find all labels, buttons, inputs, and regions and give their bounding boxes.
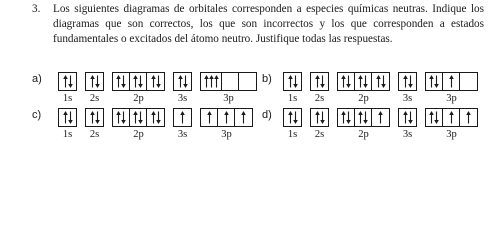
- orbital-box-group: [310, 72, 329, 91]
- orbital-box-group: [112, 108, 165, 127]
- arrow-down-icon: [121, 111, 126, 124]
- orbital-box: [372, 109, 389, 126]
- orbital-box: [426, 73, 443, 90]
- subshell-label: 2s: [314, 129, 325, 140]
- subshell-label: 2s: [89, 93, 100, 104]
- subshell-2s: [85, 72, 104, 105]
- orbital-row: [58, 108, 253, 141]
- subshell-2p: [112, 72, 165, 105]
- arrow-down-icon: [68, 111, 73, 124]
- orbital-box: [239, 73, 256, 90]
- orbital-box: [235, 109, 252, 126]
- arrow-up-icon: [449, 75, 454, 88]
- arrow-up-icon: [180, 111, 185, 124]
- arrow-up-icon: [224, 111, 229, 124]
- arrow-up-icon: [378, 111, 383, 124]
- arrow-down-icon: [138, 111, 143, 124]
- arrow-down-icon: [95, 75, 100, 88]
- orbital-box: [201, 73, 222, 90]
- subshell-1s: [283, 72, 302, 105]
- arrow-down-icon: [408, 111, 413, 124]
- orbital-box: [284, 73, 301, 90]
- orbital-box-group: [398, 108, 417, 127]
- orbital-box: [399, 73, 416, 90]
- arrow-down-icon: [293, 75, 298, 88]
- arrow-down-icon: [293, 111, 298, 124]
- orbital-box: [338, 73, 355, 90]
- arrow-up-icon: [466, 111, 471, 124]
- subshell-label: 2p: [358, 93, 369, 104]
- subshell-1s: [283, 108, 302, 141]
- orbital-box: [311, 109, 328, 126]
- orbital-box: [86, 109, 103, 126]
- subshell-1s: [58, 72, 77, 105]
- arrow-down-icon: [363, 75, 368, 88]
- subshell-label: 3p: [221, 129, 232, 140]
- orbital-box: [86, 73, 103, 90]
- orbital-box-group: [398, 72, 417, 91]
- subshell-label: 2s: [89, 129, 100, 140]
- arrow-down-icon: [408, 75, 413, 88]
- diagram-label: d): [262, 109, 272, 121]
- subshell-label: 2s: [314, 93, 325, 104]
- arrow-down-icon: [156, 75, 161, 88]
- diagram-label: c): [32, 109, 42, 121]
- orbital-box-group: [200, 72, 257, 91]
- orbital-box: [443, 73, 460, 90]
- orbital-box: [130, 73, 147, 90]
- orbital-box: [460, 109, 477, 126]
- subshell-1s: [58, 108, 77, 141]
- arrow-down-icon: [434, 111, 439, 124]
- subshell-label: 3s: [402, 93, 413, 104]
- orbital-box-group: [425, 108, 478, 127]
- subshell-2s: [310, 108, 329, 141]
- orbital-box-group: [173, 72, 192, 91]
- orbital-row: [58, 72, 257, 105]
- arrow-down-icon: [434, 75, 439, 88]
- question-number: 3.: [32, 3, 41, 15]
- subshell-3p: [425, 108, 478, 141]
- orbital-box-group: [283, 108, 302, 127]
- subshell-label: 1s: [287, 93, 298, 104]
- orbital-box-group: [85, 72, 104, 91]
- orbital-box-group: [85, 108, 104, 127]
- subshell-label: 2p: [133, 93, 144, 104]
- arrow-down-icon: [320, 111, 325, 124]
- orbital-box: [59, 73, 76, 90]
- orbital-box: [426, 109, 443, 126]
- subshell-label: 3p: [446, 129, 457, 140]
- orbital-box: [147, 73, 164, 90]
- orbital-box-group: [337, 108, 390, 127]
- orbital-box: [355, 73, 372, 90]
- subshell-3s: [398, 72, 417, 105]
- subshell-label: 2p: [358, 129, 369, 140]
- orbital-box-group: [112, 72, 165, 91]
- arrow-up-icon: [214, 75, 219, 88]
- orbital-box-group: [173, 108, 192, 127]
- arrow-down-icon: [95, 111, 100, 124]
- subshell-3p: [200, 72, 257, 105]
- diagram-label: a): [32, 73, 42, 85]
- orbital-box: [201, 109, 218, 126]
- orbital-box-group: [337, 72, 390, 91]
- subshell-3s: [173, 108, 192, 141]
- question-text: Los siguientes diagramas de orbitales corresponden a especies químicas neutras. Indique los diagramas que son correctos, los que son incorrectos y los que corresponden a estados fundamentales o excitados del átomo neutro. Justifique todas las respuestas.: [53, 3, 484, 45]
- arrow-down-icon: [68, 75, 73, 88]
- subshell-label: 1s: [62, 129, 73, 140]
- orbital-box: [443, 109, 460, 126]
- orbital-box: [399, 109, 416, 126]
- subshell-2p: [337, 108, 390, 141]
- subshell-2p: [337, 72, 390, 105]
- orbital-box: [222, 73, 239, 90]
- diagram-label: b): [262, 73, 272, 85]
- orbital-box: [338, 109, 355, 126]
- subshell-2s: [310, 72, 329, 105]
- subshell-3s: [398, 108, 417, 141]
- orbital-box-group: [283, 72, 302, 91]
- arrow-down-icon: [320, 75, 325, 88]
- arrow-down-icon: [121, 75, 126, 88]
- orbital-box: [174, 73, 191, 90]
- orbital-box: [355, 109, 372, 126]
- orbital-box: [113, 73, 130, 90]
- subshell-3p: [425, 72, 478, 105]
- orbital-box-group: [58, 72, 77, 91]
- orbital-box: [460, 73, 477, 90]
- orbital-box: [130, 109, 147, 126]
- arrow-down-icon: [346, 75, 351, 88]
- orbital-box: [218, 109, 235, 126]
- subshell-label: 1s: [287, 129, 298, 140]
- orbital-box-group: [200, 108, 253, 127]
- orbital-box: [113, 109, 130, 126]
- orbital-box-group: [425, 72, 478, 91]
- arrow-up-icon: [207, 111, 212, 124]
- orbital-box: [174, 109, 191, 126]
- arrow-up-icon: [241, 111, 246, 124]
- subshell-label: 3s: [402, 129, 413, 140]
- orbital-box: [372, 73, 389, 90]
- subshell-label: 3p: [446, 93, 457, 104]
- orbital-box: [311, 73, 328, 90]
- orbital-row: [283, 108, 478, 141]
- arrow-down-icon: [346, 111, 351, 124]
- arrow-down-icon: [183, 75, 188, 88]
- subshell-label: 3p: [223, 93, 234, 104]
- subshell-2p: [112, 108, 165, 141]
- arrow-up-icon: [449, 111, 454, 124]
- orbital-row: [283, 72, 478, 105]
- orbital-box: [147, 109, 164, 126]
- subshell-label: 3s: [177, 93, 188, 104]
- orbital-box: [284, 109, 301, 126]
- arrow-down-icon: [156, 111, 161, 124]
- orbital-box-group: [58, 108, 77, 127]
- subshell-2s: [85, 108, 104, 141]
- arrow-down-icon: [138, 75, 143, 88]
- arrow-down-icon: [381, 75, 386, 88]
- subshell-3p: [200, 108, 253, 141]
- orbital-box: [59, 109, 76, 126]
- arrow-down-icon: [363, 111, 368, 124]
- subshell-label: 2p: [133, 129, 144, 140]
- subshell-label: 3s: [177, 129, 188, 140]
- subshell-label: 1s: [62, 93, 73, 104]
- orbital-box-group: [310, 108, 329, 127]
- subshell-3s: [173, 72, 192, 105]
